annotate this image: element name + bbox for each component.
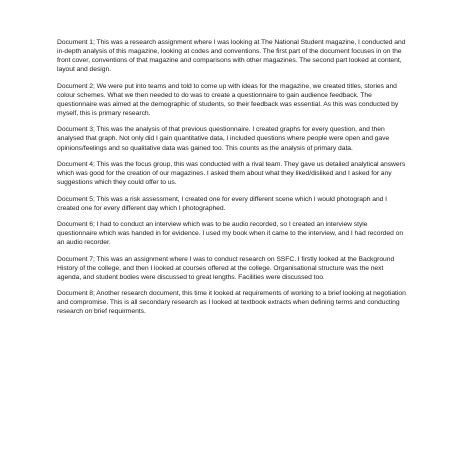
paragraph-document-3: Document 3; This was the analysis of that previous questionnaire. I created graphs for every question, and then analysed that graph. Not only did I gain quantitative data, I included questions where people were open and gave opinions/feelings and so qualitative data was gained too. This counts as the analysis of primary data. <box>57 126 390 152</box>
paragraph-document-5: Document 5; This was a risk assessment, I created one for every different scene which I would photograph and I created one for every different day which I photographed. <box>57 195 387 212</box>
paragraph-document-4: Document 4; This was the focus group, this was conducted with a rival team. They gave us detailed analytical answers which was good for the creation of our magazines. I asked them about what they liked/disliked and I asked for any suggestions which they could offer to us. <box>57 160 406 187</box>
paragraph-document-8: Document 8; Another research document, this time it looked at requirements of working to a brief looking at negotiation and compromise. This is all secondary research as I looked at textbook extracts when defining terms and conducting research on brief requirments. <box>57 290 406 316</box>
paragraph-document-1: Document 1; This was a research assignment where I was looking at The National Student magazine, I conducted and in-depth analysis of this magazine, looking at codes and conventions. The first part of the document focuses in on the front cover, conventions of that magazine and comparisons with other magazines. The second part looked at content, layout and design. <box>57 39 406 74</box>
paragraph-document-6: Document 6; I had to conduct an interview which was to be audio recorded, so I created an interview style questionnaire which was handed in for evidence. I used my book when it came to the interview, and I had recorded on an audio recorder. <box>57 220 404 247</box>
paragraph-document-7: Document 7; This was an assignment where I was to conduct research on SSFC. I firstly looked at the Background History of the college, and then I looked at courses offered at the college. Organisational structure was the next agenda, and student bodies were discussed to great lengths. Facilities were discussed too. <box>57 255 395 281</box>
document-page <box>57 38 409 324</box>
paragraph-document-2: Document 2; We were put into teams and told to come up with ideas for the magazine, we created titles, stories and colour schemes. What we then needed to do was to create a questionnaire to gain audience feedback. The questionnaire was aimed at the demographic of students, so their feedback was essential. As this was conducted by myself, this is primary research. <box>57 82 399 117</box>
